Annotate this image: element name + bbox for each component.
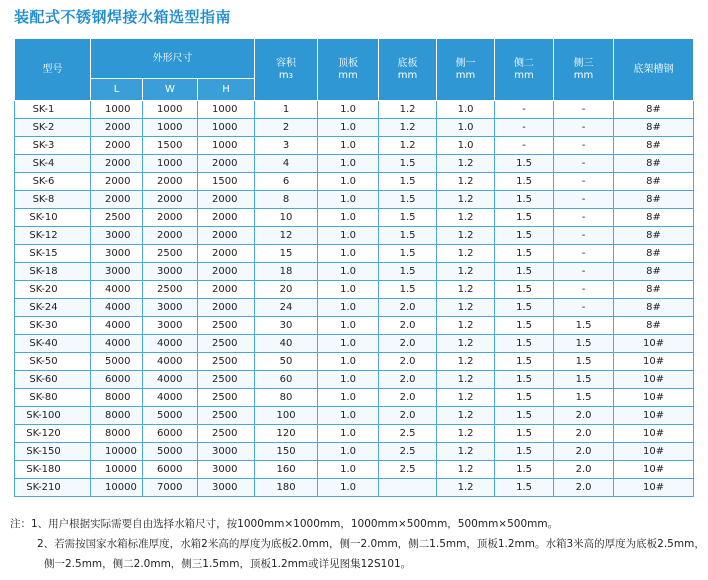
table-cell-top: 1.0 bbox=[318, 335, 379, 353]
table-cell-l: 3000 bbox=[91, 245, 143, 263]
table-cell-w: 1500 bbox=[143, 137, 198, 155]
table-cell-side3: - bbox=[554, 173, 614, 191]
header-side2-unit: mm bbox=[514, 69, 534, 81]
table-cell-side2: 1.5 bbox=[495, 335, 554, 353]
table-cell-model: SK-20 bbox=[15, 281, 91, 299]
table-cell-side1: 1.2 bbox=[437, 155, 495, 173]
table-cell-model: SK-3 bbox=[15, 137, 91, 155]
table-cell-bottom: 2.0 bbox=[379, 371, 437, 389]
table-cell-frame: 10# bbox=[614, 389, 694, 407]
table-cell-side3: 1.5 bbox=[554, 371, 614, 389]
table-cell-side2: - bbox=[495, 137, 554, 155]
table-cell-h: 1500 bbox=[198, 173, 255, 191]
table-cell-side2: 1.5 bbox=[495, 461, 554, 479]
table-cell-side1: 1.0 bbox=[437, 119, 495, 137]
table-cell-side1: 1.2 bbox=[437, 317, 495, 335]
table-cell-side1: 1.2 bbox=[437, 407, 495, 425]
table-cell-frame: 8# bbox=[614, 281, 694, 299]
table-cell-vol: 120 bbox=[255, 425, 318, 443]
table-cell-top: 1.0 bbox=[318, 137, 379, 155]
table-cell-h: 2000 bbox=[198, 245, 255, 263]
table-cell-side3: - bbox=[554, 299, 614, 317]
table-cell-h: 3000 bbox=[198, 461, 255, 479]
table-cell-w: 2500 bbox=[143, 281, 198, 299]
note-2-continued: 侧一2.5mm，侧二2.0mm，侧三1.5mm，顶板1.2mm或详见图集12S101。 bbox=[44, 558, 412, 570]
table-cell-top: 1.0 bbox=[318, 245, 379, 263]
table-row bbox=[15, 227, 694, 245]
table-cell-model: SK-4 bbox=[15, 155, 91, 173]
table-cell-l: 2000 bbox=[91, 137, 143, 155]
header-side1-unit: mm bbox=[455, 69, 476, 81]
table-cell-model: SK-60 bbox=[15, 371, 91, 389]
table-cell-frame: 8# bbox=[614, 119, 694, 137]
header-side2 bbox=[495, 39, 554, 101]
table-cell-w: 4000 bbox=[143, 353, 198, 371]
table-cell-bottom: 1.5 bbox=[379, 191, 437, 209]
table-cell-w: 2000 bbox=[143, 173, 198, 191]
table-cell-model: SK-50 bbox=[15, 353, 91, 371]
table-cell-top: 1.0 bbox=[318, 173, 379, 191]
table-cell-model: SK-15 bbox=[15, 245, 91, 263]
table-cell-model: SK-2 bbox=[15, 119, 91, 137]
table-cell-frame: 10# bbox=[614, 479, 694, 497]
table-cell-side2: 1.5 bbox=[495, 227, 554, 245]
table-cell-side3: 2.0 bbox=[554, 461, 614, 479]
table-cell-h: 2000 bbox=[198, 263, 255, 281]
table-cell-model: SK-210 bbox=[15, 479, 91, 497]
table-cell-side1: 1.2 bbox=[437, 353, 495, 371]
table-cell-side3: - bbox=[554, 191, 614, 209]
table-cell-side2: - bbox=[495, 101, 554, 119]
header-volume-unit-sup: 3 bbox=[288, 71, 294, 80]
table-cell-top: 1.0 bbox=[318, 119, 379, 137]
table-cell-side2: 1.5 bbox=[495, 425, 554, 443]
table-cell-side3: 1.5 bbox=[554, 389, 614, 407]
table-cell-w: 6000 bbox=[143, 461, 198, 479]
table-cell-side2: 1.5 bbox=[495, 407, 554, 425]
table-cell-h: 2500 bbox=[198, 425, 255, 443]
table-cell-l: 8000 bbox=[91, 407, 143, 425]
header-W: W bbox=[143, 79, 198, 101]
table-row bbox=[15, 119, 694, 137]
table-cell-vol: 30 bbox=[255, 317, 318, 335]
table-row bbox=[15, 137, 694, 155]
header-volume bbox=[255, 39, 318, 101]
table-cell-bottom bbox=[379, 479, 437, 497]
table-cell-w: 5000 bbox=[143, 443, 198, 461]
table-cell-side1: 1.2 bbox=[437, 389, 495, 407]
table-cell-side2: 1.5 bbox=[495, 299, 554, 317]
table-cell-h: 2000 bbox=[198, 191, 255, 209]
table-cell-top: 1.0 bbox=[318, 407, 379, 425]
table-cell-bottom: 1.5 bbox=[379, 155, 437, 173]
table-cell-h: 2500 bbox=[198, 389, 255, 407]
table-cell-top: 1.0 bbox=[318, 353, 379, 371]
table-cell-model: SK-10 bbox=[15, 209, 91, 227]
table-cell-bottom: 2.0 bbox=[379, 389, 437, 407]
table-cell-frame: 10# bbox=[614, 353, 694, 371]
table-cell-frame: 8# bbox=[614, 191, 694, 209]
table-cell-model: SK-18 bbox=[15, 263, 91, 281]
header-L: L bbox=[91, 79, 143, 101]
header-bottom-label: 底板 bbox=[397, 57, 418, 69]
table-cell-vol: 3 bbox=[255, 137, 318, 155]
table-row bbox=[15, 299, 694, 317]
table-cell-top: 1.0 bbox=[318, 317, 379, 335]
table-cell-h: 2500 bbox=[198, 317, 255, 335]
table-cell-side1: 1.2 bbox=[437, 245, 495, 263]
table-cell-vol: 10 bbox=[255, 209, 318, 227]
table-cell-l: 2500 bbox=[91, 209, 143, 227]
table-cell-w: 3000 bbox=[143, 299, 198, 317]
table-cell-h: 1000 bbox=[198, 137, 255, 155]
table-cell-vol: 180 bbox=[255, 479, 318, 497]
table-cell-w: 4000 bbox=[143, 371, 198, 389]
table-cell-model: SK-100 bbox=[15, 407, 91, 425]
table-cell-bottom: 1.5 bbox=[379, 263, 437, 281]
table-cell-side1: 1.2 bbox=[437, 461, 495, 479]
table-cell-frame: 10# bbox=[614, 335, 694, 353]
table-cell-w: 3000 bbox=[143, 263, 198, 281]
note-1: 注：1、用户根据实际需要自由选择水箱尺寸，按1000mm×1000mm，1000mm×500mm，500mm×500mm。 bbox=[10, 518, 559, 530]
header-H: H bbox=[198, 79, 255, 101]
table-cell-h: 2000 bbox=[198, 299, 255, 317]
table-cell-vol: 50 bbox=[255, 353, 318, 371]
table-cell-h: 3000 bbox=[198, 479, 255, 497]
table-cell-l: 3000 bbox=[91, 263, 143, 281]
table-cell-side3: 1.5 bbox=[554, 317, 614, 335]
table-cell-model: SK-1 bbox=[15, 101, 91, 119]
table-cell-top: 1.0 bbox=[318, 191, 379, 209]
table-cell-top: 1.0 bbox=[318, 101, 379, 119]
spec-table-body bbox=[15, 101, 694, 497]
table-cell-bottom: 2.0 bbox=[379, 299, 437, 317]
table-cell-l: 2000 bbox=[91, 155, 143, 173]
table-row bbox=[15, 461, 694, 479]
table-cell-top: 1.0 bbox=[318, 479, 379, 497]
table-cell-l: 4000 bbox=[91, 281, 143, 299]
table-cell-bottom: 2.5 bbox=[379, 425, 437, 443]
table-cell-model: SK-120 bbox=[15, 425, 91, 443]
table-cell-frame: 8# bbox=[614, 263, 694, 281]
table-cell-side2: 1.5 bbox=[495, 479, 554, 497]
table-cell-bottom: 1.2 bbox=[379, 137, 437, 155]
table-cell-frame: 10# bbox=[614, 371, 694, 389]
table-row bbox=[15, 245, 694, 263]
table-cell-side1: 1.2 bbox=[437, 173, 495, 191]
table-cell-vol: 6 bbox=[255, 173, 318, 191]
table-cell-top: 1.0 bbox=[318, 209, 379, 227]
header-top-unit: mm bbox=[338, 69, 358, 81]
table-row bbox=[15, 263, 694, 281]
table-cell-l: 4000 bbox=[91, 317, 143, 335]
table-cell-w: 4000 bbox=[143, 389, 198, 407]
table-row bbox=[15, 407, 694, 425]
table-cell-side3: - bbox=[554, 119, 614, 137]
header-top bbox=[318, 39, 379, 101]
table-row bbox=[15, 443, 694, 461]
table-cell-side2: 1.5 bbox=[495, 245, 554, 263]
header-frame: 底架槽钢 bbox=[614, 39, 694, 101]
table-cell-w: 6000 bbox=[143, 425, 198, 443]
table-cell-side2: 1.5 bbox=[495, 173, 554, 191]
table-row bbox=[15, 335, 694, 353]
table-cell-l: 10000 bbox=[91, 443, 143, 461]
table-cell-side2: 1.5 bbox=[495, 263, 554, 281]
table-cell-frame: 8# bbox=[614, 173, 694, 191]
table-cell-side1: 1.2 bbox=[437, 371, 495, 389]
table-row bbox=[15, 173, 694, 191]
table-cell-frame: 10# bbox=[614, 425, 694, 443]
table-cell-vol: 18 bbox=[255, 263, 318, 281]
table-cell-bottom: 1.5 bbox=[379, 209, 437, 227]
table-cell-side1: 1.2 bbox=[437, 281, 495, 299]
table-cell-top: 1.0 bbox=[318, 443, 379, 461]
table-cell-vol: 20 bbox=[255, 281, 318, 299]
table-cell-h: 2000 bbox=[198, 281, 255, 299]
table-cell-vol: 80 bbox=[255, 389, 318, 407]
header-side1-label: 侧一 bbox=[455, 57, 476, 69]
table-cell-side2: 1.5 bbox=[495, 155, 554, 173]
table-cell-frame: 10# bbox=[614, 443, 694, 461]
header-side3 bbox=[554, 39, 614, 101]
table-cell-bottom: 2.5 bbox=[379, 461, 437, 479]
table-cell-w: 1000 bbox=[143, 101, 198, 119]
table-cell-l: 2000 bbox=[91, 191, 143, 209]
table-cell-w: 3000 bbox=[143, 317, 198, 335]
table-cell-top: 1.0 bbox=[318, 389, 379, 407]
table-cell-vol: 160 bbox=[255, 461, 318, 479]
header-model: 型号 bbox=[15, 39, 91, 101]
table-cell-side2: 1.5 bbox=[495, 317, 554, 335]
note-2: 2、若需按国家水箱标准厚度，水箱2米高的厚度为底板2.0mm，侧一2.0mm，侧二1.5mm，顶板1.2mm。水箱3米高的厚度为底板2.5mm， bbox=[37, 538, 705, 550]
table-cell-vol: 15 bbox=[255, 245, 318, 263]
table-cell-h: 2500 bbox=[198, 335, 255, 353]
table-cell-frame: 8# bbox=[614, 137, 694, 155]
table-cell-top: 1.0 bbox=[318, 263, 379, 281]
table-cell-side1: 1.2 bbox=[437, 479, 495, 497]
table-row bbox=[15, 155, 694, 173]
table-cell-h: 2500 bbox=[198, 353, 255, 371]
table-cell-side3: - bbox=[554, 209, 614, 227]
table-cell-vol: 4 bbox=[255, 155, 318, 173]
table-row bbox=[15, 389, 694, 407]
table-cell-side3: - bbox=[554, 137, 614, 155]
table-cell-bottom: 1.5 bbox=[379, 245, 437, 263]
table-cell-side3: 2.0 bbox=[554, 479, 614, 497]
table-cell-l: 2000 bbox=[91, 173, 143, 191]
table-cell-side2: - bbox=[495, 119, 554, 137]
table-cell-bottom: 2.5 bbox=[379, 443, 437, 461]
table-cell-side1: 1.2 bbox=[437, 191, 495, 209]
table-cell-side1: 1.0 bbox=[437, 101, 495, 119]
table-cell-bottom: 1.5 bbox=[379, 227, 437, 245]
table-cell-side3: 2.0 bbox=[554, 407, 614, 425]
table-cell-w: 5000 bbox=[143, 407, 198, 425]
header-row-1 bbox=[15, 39, 694, 79]
table-cell-side2: 1.5 bbox=[495, 389, 554, 407]
table-cell-bottom: 2.0 bbox=[379, 407, 437, 425]
table-cell-h: 1000 bbox=[198, 119, 255, 137]
table-cell-frame: 8# bbox=[614, 155, 694, 173]
table-cell-side3: - bbox=[554, 281, 614, 299]
table-cell-w: 7000 bbox=[143, 479, 198, 497]
table-cell-top: 1.0 bbox=[318, 425, 379, 443]
table-row bbox=[15, 371, 694, 389]
header-size: 外形尺寸 bbox=[91, 39, 255, 79]
table-cell-model: SK-40 bbox=[15, 335, 91, 353]
table-cell-side1: 1.2 bbox=[437, 263, 495, 281]
table-cell-l: 1000 bbox=[91, 101, 143, 119]
table-cell-w: 1000 bbox=[143, 155, 198, 173]
table-cell-side1: 1.2 bbox=[437, 227, 495, 245]
table-cell-side3: 1.5 bbox=[554, 353, 614, 371]
header-volume-label: 容积 bbox=[276, 57, 297, 69]
table-cell-side1: 1.2 bbox=[437, 443, 495, 461]
header-bottom-unit: mm bbox=[397, 69, 418, 81]
table-cell-w: 2000 bbox=[143, 209, 198, 227]
table-cell-side1: 1.2 bbox=[437, 335, 495, 353]
table-cell-side3: - bbox=[554, 227, 614, 245]
table-cell-l: 8000 bbox=[91, 389, 143, 407]
table-cell-side2: 1.5 bbox=[495, 191, 554, 209]
table-cell-l: 4000 bbox=[91, 335, 143, 353]
table-row bbox=[15, 191, 694, 209]
table-cell-side3: 1.5 bbox=[554, 335, 614, 353]
table-cell-top: 1.0 bbox=[318, 155, 379, 173]
table-cell-h: 1000 bbox=[198, 101, 255, 119]
table-cell-vol: 40 bbox=[255, 335, 318, 353]
table-cell-vol: 60 bbox=[255, 371, 318, 389]
table-cell-frame: 10# bbox=[614, 407, 694, 425]
table-row bbox=[15, 353, 694, 371]
table-cell-h: 2000 bbox=[198, 227, 255, 245]
table-cell-side3: - bbox=[554, 155, 614, 173]
table-cell-bottom: 2.0 bbox=[379, 317, 437, 335]
table-row bbox=[15, 101, 694, 119]
table-cell-side3: - bbox=[554, 245, 614, 263]
table-cell-top: 1.0 bbox=[318, 227, 379, 245]
table-cell-l: 8000 bbox=[91, 425, 143, 443]
table-cell-h: 3000 bbox=[198, 443, 255, 461]
table-cell-frame: 10# bbox=[614, 461, 694, 479]
table-cell-h: 2500 bbox=[198, 407, 255, 425]
table-row bbox=[15, 209, 694, 227]
table-cell-model: SK-180 bbox=[15, 461, 91, 479]
table-cell-l: 5000 bbox=[91, 353, 143, 371]
table-cell-side1: 1.2 bbox=[437, 209, 495, 227]
header-side2-label: 侧二 bbox=[514, 57, 535, 69]
table-cell-model: SK-80 bbox=[15, 389, 91, 407]
header-side3-unit: mm bbox=[573, 69, 594, 81]
table-cell-side3: 2.0 bbox=[554, 425, 614, 443]
table-cell-model: SK-12 bbox=[15, 227, 91, 245]
table-cell-top: 1.0 bbox=[318, 299, 379, 317]
table-cell-l: 6000 bbox=[91, 371, 143, 389]
table-cell-h: 2000 bbox=[198, 209, 255, 227]
table-cell-side1: 1.2 bbox=[437, 425, 495, 443]
table-cell-l: 2000 bbox=[91, 119, 143, 137]
table-cell-side3: - bbox=[554, 101, 614, 119]
table-cell-model: SK-6 bbox=[15, 173, 91, 191]
table-cell-w: 2500 bbox=[143, 245, 198, 263]
table-cell-side3: - bbox=[554, 263, 614, 281]
table-cell-side2: 1.5 bbox=[495, 209, 554, 227]
table-cell-bottom: 1.5 bbox=[379, 173, 437, 191]
table-cell-frame: 8# bbox=[614, 227, 694, 245]
table-row bbox=[15, 479, 694, 497]
table-cell-top: 1.0 bbox=[318, 371, 379, 389]
table-cell-bottom: 2.0 bbox=[379, 335, 437, 353]
table-row bbox=[15, 281, 694, 299]
table-cell-l: 10000 bbox=[91, 461, 143, 479]
table-cell-vol: 150 bbox=[255, 443, 318, 461]
table-cell-frame: 8# bbox=[614, 245, 694, 263]
table-cell-vol: 2 bbox=[255, 119, 318, 137]
table-cell-bottom: 1.5 bbox=[379, 281, 437, 299]
table-cell-top: 1.0 bbox=[318, 281, 379, 299]
header-bottom bbox=[379, 39, 437, 101]
table-cell-w: 2000 bbox=[143, 191, 198, 209]
table-cell-model: SK-8 bbox=[15, 191, 91, 209]
header-side1 bbox=[437, 39, 495, 101]
table-cell-side1: 1.2 bbox=[437, 299, 495, 317]
table-row bbox=[15, 425, 694, 443]
table-cell-frame: 8# bbox=[614, 101, 694, 119]
table-cell-model: SK-24 bbox=[15, 299, 91, 317]
table-cell-side2: 1.5 bbox=[495, 371, 554, 389]
header-top-label: 顶板 bbox=[338, 57, 359, 69]
table-cell-side1: 1.0 bbox=[437, 137, 495, 155]
table-cell-vol: 12 bbox=[255, 227, 318, 245]
header-side3-label: 侧三 bbox=[573, 57, 594, 69]
table-cell-h: 2500 bbox=[198, 371, 255, 389]
table-cell-w: 1000 bbox=[143, 119, 198, 137]
page-title: 装配式不锈钢焊接水箱选型指南 bbox=[14, 8, 232, 26]
table-cell-w: 2000 bbox=[143, 227, 198, 245]
table-cell-side3: 2.0 bbox=[554, 443, 614, 461]
table-cell-bottom: 1.2 bbox=[379, 101, 437, 119]
table-cell-frame: 8# bbox=[614, 299, 694, 317]
table-cell-l: 3000 bbox=[91, 227, 143, 245]
table-cell-vol: 24 bbox=[255, 299, 318, 317]
table-cell-bottom: 2.0 bbox=[379, 353, 437, 371]
table-cell-side2: 1.5 bbox=[495, 443, 554, 461]
table-cell-top: 1.0 bbox=[318, 461, 379, 479]
table-cell-frame: 8# bbox=[614, 209, 694, 227]
spec-table bbox=[14, 38, 694, 497]
table-cell-frame: 8# bbox=[614, 317, 694, 335]
table-cell-w: 4000 bbox=[143, 335, 198, 353]
table-cell-bottom: 1.2 bbox=[379, 119, 437, 137]
table-cell-l: 4000 bbox=[91, 299, 143, 317]
header-volume-unit bbox=[255, 70, 317, 82]
table-cell-side2: 1.5 bbox=[495, 281, 554, 299]
table-cell-l: 10000 bbox=[91, 479, 143, 497]
notes bbox=[10, 514, 705, 574]
table-row bbox=[15, 317, 694, 335]
table-cell-h: 2000 bbox=[198, 155, 255, 173]
table-cell-vol: 8 bbox=[255, 191, 318, 209]
table-cell-model: SK-150 bbox=[15, 443, 91, 461]
table-cell-vol: 100 bbox=[255, 407, 318, 425]
table-cell-vol: 1 bbox=[255, 101, 318, 119]
table-cell-side2: 1.5 bbox=[495, 353, 554, 371]
header-volume-unit-base: m bbox=[278, 69, 289, 81]
table-cell-model: SK-30 bbox=[15, 317, 91, 335]
